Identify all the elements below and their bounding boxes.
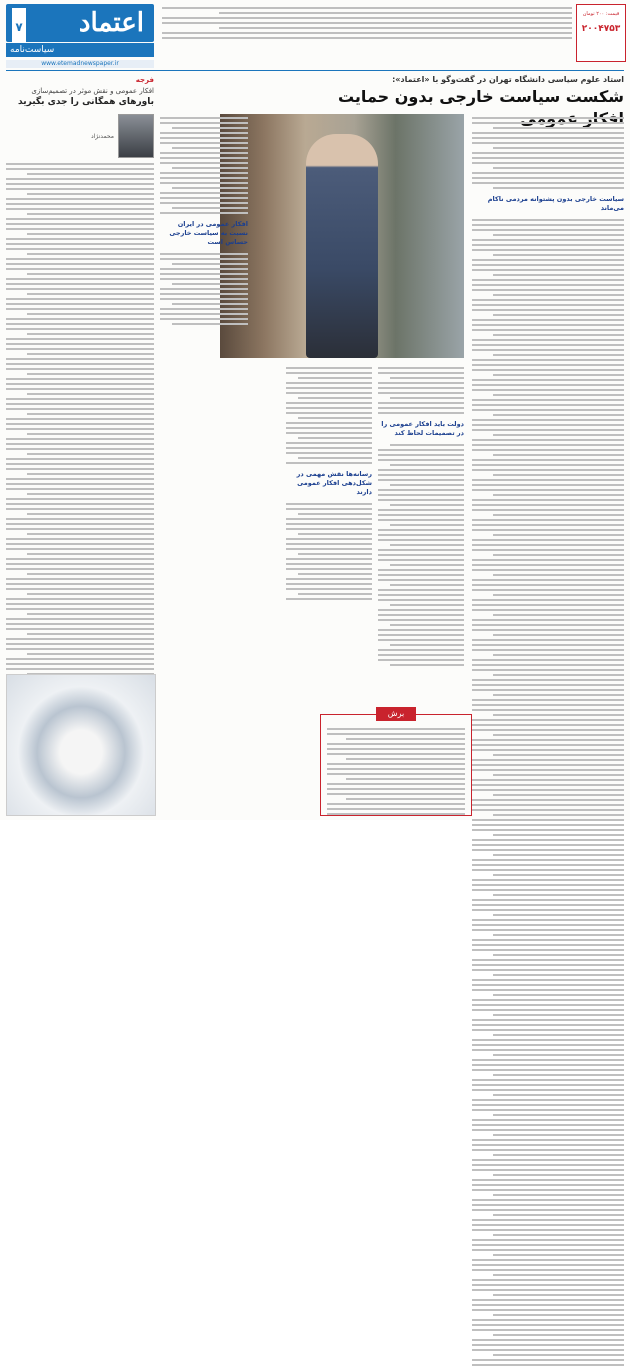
author-name: محمدنژاد xyxy=(90,132,114,140)
author-photo xyxy=(118,114,154,158)
article-right-column xyxy=(472,114,624,1369)
top-news-band xyxy=(162,4,572,60)
article-headline[interactable]: شکست سیاست خارجی بدون حمایت xyxy=(337,87,624,106)
article-column-middle xyxy=(378,364,464,669)
section-name: سیاست‌نامه xyxy=(10,45,55,55)
website-strip: www.etemadnewspaper.ir xyxy=(6,60,154,68)
pull-quote-2: سیاست خارجی بدون پشتوانه مردمی ناکام می‌ماند xyxy=(487,195,624,212)
article-column-left xyxy=(286,364,372,603)
author-block xyxy=(6,113,154,159)
logo-text: اعتماد xyxy=(78,8,144,38)
person-figure xyxy=(306,134,378,358)
price-box xyxy=(576,4,626,62)
pull-quote-3: دولت باید افکار عمومی را در تصمیمات لحاظ کند xyxy=(381,420,464,437)
article-side-column xyxy=(160,114,248,328)
left-column xyxy=(6,74,154,814)
main-article xyxy=(160,74,624,814)
interviewee-photo xyxy=(220,114,464,358)
newspaper-logo[interactable] xyxy=(6,4,154,42)
excerpt-box xyxy=(320,709,472,816)
illustration-image xyxy=(6,674,156,816)
issue-number: ۲۰۰۴۷۵۳ xyxy=(581,24,621,34)
price-label: قیمت: ۲۰۰ تومان xyxy=(582,11,620,17)
excerpt-label: برش xyxy=(376,707,416,721)
page-number: ۷ xyxy=(12,8,26,46)
left-headline[interactable]: باورهای همگانی را جدی بگیرید xyxy=(18,97,154,107)
masthead xyxy=(0,0,158,68)
left-body-text xyxy=(6,163,154,735)
article-pretitle: استاد علوم سیاسی دانشگاه تهران در گفت‌وگو با «اعتماد»: xyxy=(392,75,624,84)
header-rule xyxy=(6,70,624,71)
column-kicker: فرجه xyxy=(135,76,154,84)
pull-quote-1: افکار عمومی در ایران نسبت به سیاست خارجی حساس است xyxy=(169,220,248,246)
section-bar xyxy=(6,43,154,57)
left-subtitle: افکار عمومی و نقش موثر در تصمیم‌سازی xyxy=(31,87,154,95)
pull-quote-4: رسانه‌ها نقش مهمی در شکل‌دهی افکار عمومی دارند xyxy=(296,470,372,496)
